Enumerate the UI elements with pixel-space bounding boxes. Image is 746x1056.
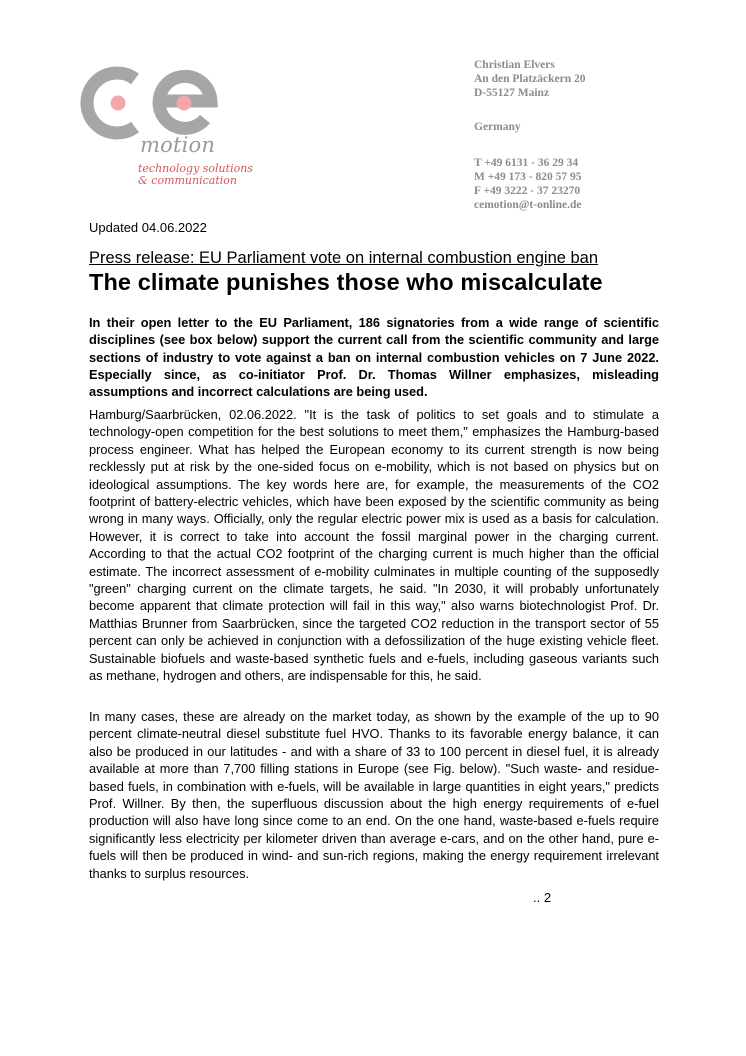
tagline-line-2: & communication (138, 174, 237, 187)
pink-dot-left (111, 96, 126, 111)
body-paragraph-1: Hamburg/Saarbrücken, 02.06.2022. "It is the task of politics to set goals and to stimulate a technology-open competition for the best solutions to meet them," emphasizes the Hamburg-based process engineer. What has helped the European economy to its current strength is now being recklessly put at risk by the one-sided focus on e-mobility, which is not based on physics but on ideological assumptions. The key words here are, for example, the measurements of the CO2 footprint of battery-electric vehicles, which have been exposed by the scientific community as being wrong in many ways. Officially, only the regular electric power mix is used as a basis for calculation. However, it is correct to take into account the fossil marginal power in the charging current. According to that the actual CO2 footprint of the charging current is much higher than the official estimate. The incorrect assessment of e-mobility culminates in multiple counting of the supposedly "green" charging current on the climate targets, he said. "In 2030, it will probably unfortunately become apparent that climate protection will fail in this way," also warns biotechnologist Prof. Dr. Matthias Brunner from Saarbrücken, since the targeted CO2 reduction in the transport sector of 55 percent can only be achieved in conjunction with a defossilization of the huge existing vehicle fleet. Sustainable biofuels and waste-based synthetic fuels and e-fuels, including gaseous variants such as methane, hydrogen and others, are indispensable for this, he said. (89, 407, 659, 684)
body-paragraph-2: In many cases, these are already on the market today, as shown by the example of the up to 90 percent climate-neutral diesel substitute fuel HVO. Thanks to its favorable energy balance, it can also be produced in our latitudes - and with a share of 33 to 100 percent in diesel fuel, it is already available at more than 7,700 filling stations in Europe (see Fig. below). "Such waste- and residue-based fuels, in combination with e-fuels, will be available in large quantities in eight years," predicts Prof. Willner. By then, the superfluous discussion about the high energy requirements of e-fuel production will also have long since come to an end. On the one hand, waste-based e-fuels require significantly less electricity per kilometer driven than average e-cars, and on the other hand, pure e-fuels will then be produced in wind- and sun-rich regions, making the energy requirement irrelevant thanks to surplus resources. (89, 709, 659, 881)
page-title: The climate punishes those who miscalculate (89, 269, 603, 295)
updated-date: Updated 04.06.2022 (89, 220, 207, 235)
address-block (474, 58, 585, 212)
address-country: Germany (474, 121, 521, 133)
address-name: Christian Elvers (474, 59, 555, 71)
address-city: D-55127 Mainz (474, 87, 550, 99)
address-street: An den Platzäckern 20 (474, 73, 586, 85)
lead-paragraph: In their open letter to the EU Parliament, 186 signatories from a wide range of scientific disciplines (see box below) support the current call from the scientific community and large sections of industry to vote against a ban on internal combustion vehicles on 7 June 2022. Especially since, as co-initiator Prof. Dr. Thomas Willner emphasizes, misleading assumptions and incorrect calculations are being used. (89, 315, 659, 400)
address-mobile: M +49 173 - 820 57 95 (474, 171, 582, 183)
page-continuation-marker: .. 2 (533, 890, 552, 905)
logo-word: motion (140, 133, 216, 157)
tagline-line-1: technology solutions (138, 162, 253, 175)
address-email: cemotion@t-online.de (474, 199, 582, 211)
logo-tagline (138, 163, 253, 187)
press-release-kicker: Press release: EU Parliament vote on internal combustion engine ban (89, 249, 599, 267)
address-phone: T +49 6131 - 36 29 34 (474, 157, 579, 169)
pink-dot-right (177, 96, 192, 111)
address-fax: F +49 3222 - 37 23270 (474, 185, 581, 197)
